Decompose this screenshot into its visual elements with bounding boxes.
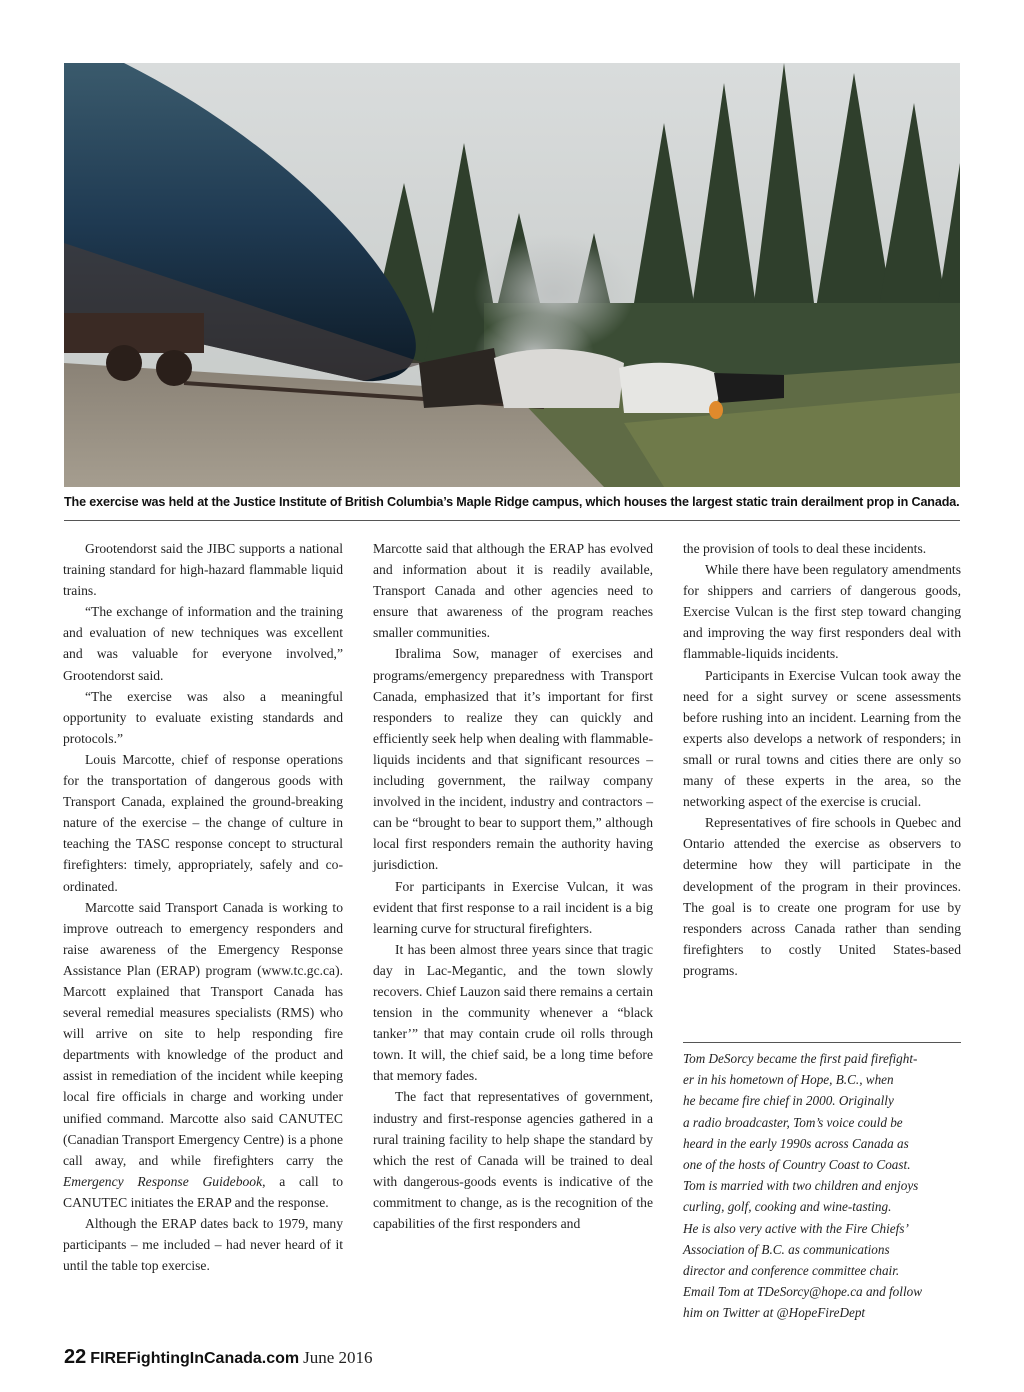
paragraph: While there have been regulatory amendments for shippers and carriers of dangerous goods, Exercise Vulcan is the first step toward changing and improving the way first responders deal with flammable-liquids incidents. [683,562,961,662]
paragraph: the provision of tools to deal these incidents. [683,541,927,556]
paragraph: Participants in Exercise Vulcan took away the need for a sight survey or scene assessments before rushing into an incident. Learning from the experts also develops a network of responders; in small or rural towns and cities there are only so many of these experts in the area, so the networking aspect of the exercise is crucial. [683,667,961,810]
article-column-2 [373,538,653,1234]
article-column-1 [63,538,343,1276]
bio-line: He is also very active with the Fire Chiefs’ [683,1220,909,1236]
bio-line: Tom DeSorcy became the first paid firefight- [683,1051,918,1066]
bio-line: Email Tom at TDeSorcy@hope.ca and follow [683,1284,922,1300]
paragraph: The fact that representatives of government, industry and first-response agencies gathered in a rural training facility to help shape the standard by which the rest of Canada will be trained to deal with dangerous-goods events is indicative of the commitment to change, as is the recognition of the capabilities of the first responders and [373,1089,653,1231]
paragraph: It has been almost three years since that tragic day in Lac-Megantic, and the town slowly recovers. Chief Lauzon said there remains a certain tension in the community whenever a “black tanker’” that may contain crude oil rolls through town. It will, the chief said, be a long time before that memory fades. [373,941,653,1084]
train-derailment-illustration [64,63,960,487]
author-bio [683,1048,965,1324]
paragraph-text: Marcotte said Transport Canada is working to improve outreach to emergency responders and raise awareness of the Emergency Response Assistance Plan (ERAP) program (www.tc.gc.ca). Marcott explained that Transport Canada has several remedial measures specialists (RMS) who will arrive on site to help responding fire departments with knowledge of the product and assist in remediation of the incident while keeping local fire officials in charge and working under unified command. Marcotte also said CANUTEC (Canadian Transport Emergency Centre) is a phone call away, and while firefighters carry the [63,899,343,1168]
train-derailment-photo [64,63,960,487]
paragraph: Grootendorst said the JIBC supports a national training standard for high-hazard flammable liquid trains. [63,541,343,599]
bio-line: Tom is married with two children and enjoys [683,1178,919,1194]
guidebook-title: Emergency Response Guidebook [63,1173,263,1189]
paragraph: Although the ERAP dates back to 1979, many participants – me included – had never heard of it until the table top exercise. [63,1216,343,1274]
bio-line: he became fire chief in 2000. Originally [683,1093,894,1109]
paragraph: Marcotte said that although the ERAP has evolved and information about it is readily available, Transport Canada and other agencies need to ensure that awareness of the program reaches smaller communities. [373,541,653,641]
article-column-3 [683,538,961,981]
paragraph: Louis Marcotte, chief of response operations for the transportation of dangerous goods with Transport Canada, explained the ground-breaking nature of the exercise – the change of culture in teaching the TASC response concept to structural firefighters: timely, appropriately, safely and co-ordinated. [63,751,343,894]
bio-divider [683,1042,961,1043]
paragraph-text: , a call to CANUTEC initiates the ERAP and the response. [63,1173,343,1210]
issue-date: June 2016 [303,1348,373,1367]
bio-line: er in his hometown of Hope, B.C., when [683,1072,894,1088]
paragraph: For participants in Exercise Vulcan, it was evident that first response to a rail incident is a big learning curve for structural firefighters. [373,878,653,936]
paragraph: Representatives of fire schools in Quebec and Ontario attended the exercise as observers to determine how they will participate in the development of the program in their provinces. The goal is to create one program for use by responders across Canada rather than sending firefighters to costly United States-based programs. [683,815,961,978]
caption-divider [64,520,960,521]
bio-line: curling, golf, cooking and wine-tasting. [683,1199,892,1215]
paragraph: “The exchange of information and the training and evaluation of new techniques was excellent and was valuable for everyone involved,” Grootendorst said. [63,604,343,683]
bio-line: one of the hosts of Country Coast to Coast. [683,1157,911,1173]
bio-line: Association of B.C. as communications [683,1241,890,1257]
bio-line: heard in the early 1990s across Canada as [683,1135,909,1151]
photo-caption: The exercise was held at the Justice Institute of British Columbia’s Maple Ridge campus, which houses the largest static train derailment prop in Canada. [64,495,960,509]
site-name: FIREFightingInCanada.com [90,1350,300,1367]
paragraph: Ibralima Sow, manager of exercises and programs/emergency preparedness with Transport Canada, emphasized that it’s important for first responders to realize they can quickly and efficiently seek help when dealing with flammable-liquids incidents and that significant resources – including government, the railway company involved in the incident, industry and contractors – can be “brought to bear to support them,” although local first responders remain the authority having jurisdiction. [373,646,653,873]
page-footer [64,1346,373,1369]
bio-line: director and conference committee chair. [683,1263,900,1279]
bio-line: him on Twitter at @HopeFireDept [683,1305,866,1321]
bio-line: a radio broadcaster, Tom’s voice could be [683,1114,903,1130]
paragraph: “The exercise was also a meaningful opportunity to evaluate existing standards and protocols.” [63,688,343,746]
paragraph [63,897,343,1213]
page-number: 22 [64,1346,87,1368]
